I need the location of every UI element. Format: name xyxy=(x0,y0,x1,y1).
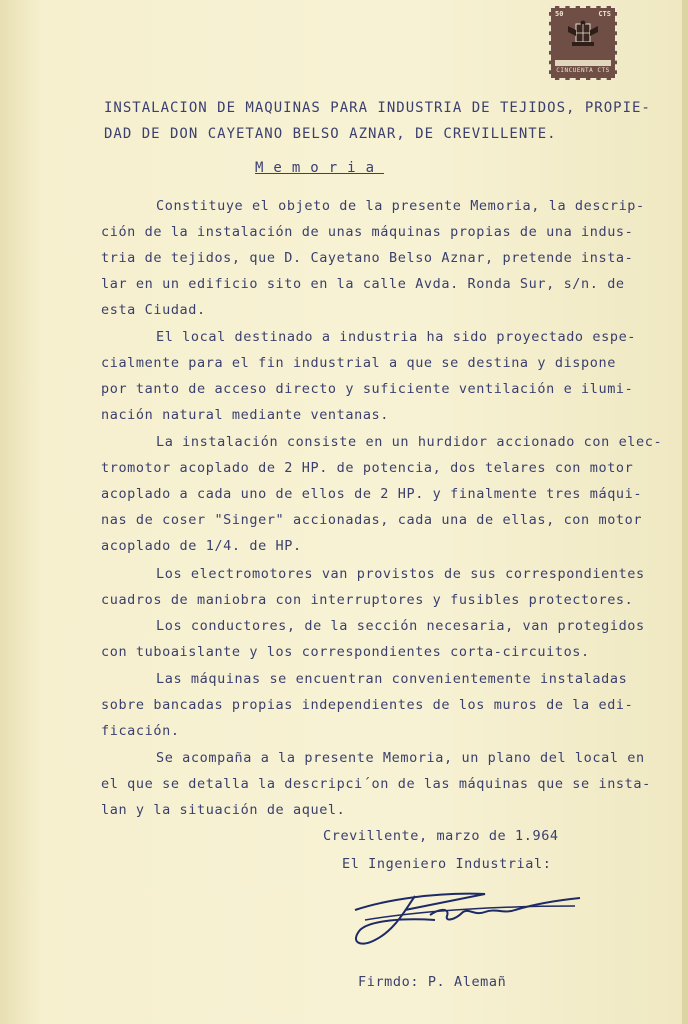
body-line: nación natural mediante ventanas. xyxy=(101,407,390,423)
fiscal-stamp xyxy=(549,6,617,80)
body-line: Se acompaña a la presente Memoria, un plano del local en xyxy=(156,750,645,766)
place-date: Crevillente, marzo de 1.964 xyxy=(323,828,559,844)
body-line: acoplado de 1/4. de HP. xyxy=(101,538,302,554)
body-line: tria de tejidos, que D. Cayetano Belso Aznar, pretende insta- xyxy=(101,250,634,266)
body-line: lar en un edificio sito en la calle Avda. Ronda Sur, s/n. de xyxy=(101,276,625,292)
handwritten-signature xyxy=(345,880,590,960)
body-line: Constituye el objeto de la presente Memoria, la descrip- xyxy=(156,198,645,214)
body-line: con tuboaislante y los correspondientes corta-circuitos. xyxy=(101,644,590,660)
body-line: Los electromotores van provistos de sus correspondientes xyxy=(156,566,645,582)
body-line: tromotor acoplado de 2 HP. de potencia, dos telares con motor xyxy=(101,460,634,476)
body-line: lan y la situación de aquel. xyxy=(101,802,346,818)
signer-role: El Ingeniero Industrial: xyxy=(342,856,552,872)
page-edge xyxy=(682,0,688,1024)
body-line: ficación. xyxy=(101,723,180,739)
memoria-heading: Memoria xyxy=(255,160,385,176)
body-line: ción de la instalación de unas máquinas propias de una indus- xyxy=(101,224,634,240)
signed-by: Firmdo: P. Alemañ xyxy=(358,974,507,990)
body-line: La instalación consiste en un hurdidor accionado con elec- xyxy=(156,434,663,450)
title-line-1: INSTALACION DE MAQUINAS PARA INDUSTRIA DE TEJIDOS, PROPIE- xyxy=(104,100,651,116)
body-line: sobre bancadas propias independientes de los muros de la edi- xyxy=(101,697,634,713)
body-line: Los conductores, de la sección necesaria, van protegidos xyxy=(156,618,645,634)
title-line-2: DAD DE DON CAYETANO BELSO AZNAR, DE CREVILLENTE. xyxy=(104,126,557,142)
body-line: cuadros de maniobra con interruptores y fusibles protectores. xyxy=(101,592,634,608)
body-line: Las máquinas se encuentran convenientemente instaladas xyxy=(156,671,628,687)
body-line: por tanto de acceso directo y suficiente ventilación e ilumi- xyxy=(101,381,634,397)
stamp-denomination: CINCUENTA CTS xyxy=(556,67,610,74)
stamp-value-right: CTS xyxy=(598,10,611,18)
stamp-value-left: 50 xyxy=(555,10,564,18)
body-line: nas de coser "Singer" accionadas, cada una de ellas, con motor xyxy=(101,512,643,528)
stamp-band xyxy=(555,60,611,66)
body-line: El local destinado a industria ha sido proyectado espe- xyxy=(156,329,637,345)
body-line: esta Ciudad. xyxy=(101,302,206,318)
body-line: acoplado a cada uno de ellos de 2 HP. y finalmente tres máqui- xyxy=(101,486,643,502)
body-line: cialmente para el fin industrial a que se destina y dispone xyxy=(101,355,616,371)
body-line: el que se detalla la descripci´on de las máquinas que se insta- xyxy=(101,776,651,792)
coat-of-arms-icon xyxy=(566,20,600,50)
